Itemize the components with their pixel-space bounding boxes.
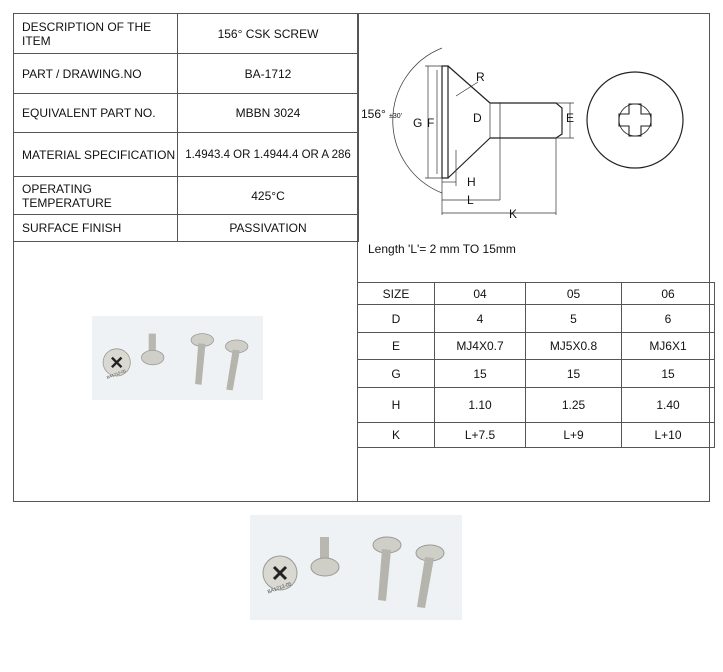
product-photo-small: [92, 316, 263, 400]
size-cell: 1.10: [435, 388, 526, 423]
spec-row-temperature: [14, 177, 359, 215]
screw-photo-long-1-icon: [191, 334, 213, 385]
screw-side-view: [442, 66, 562, 178]
size-row-g: [358, 360, 715, 388]
label-l: L: [467, 193, 474, 207]
screw-photo-short-icon: [142, 334, 164, 365]
spec-value: PASSIVATION: [178, 215, 359, 242]
spec-value: MBBN 3024: [178, 94, 359, 133]
label-k: K: [509, 207, 518, 221]
size-cell: L+9: [526, 423, 622, 448]
size-cell: H: [358, 388, 435, 423]
technical-drawing: [358, 14, 708, 239]
spec-label: MATERIAL SPECIFICATION: [14, 133, 178, 177]
spec-value: 425°C: [178, 177, 359, 215]
label-f: F: [427, 116, 435, 130]
size-row-h: [358, 388, 715, 423]
screw-head-top-view: [587, 72, 683, 168]
size-cell: 15: [622, 360, 715, 388]
label-e: E: [566, 111, 575, 125]
size-header-cell: SIZE: [358, 283, 435, 305]
label-h: H: [467, 175, 476, 189]
spec-row-surface: [14, 215, 359, 242]
size-cell: L+7.5: [435, 423, 526, 448]
spec-value: BA-1712: [178, 54, 359, 94]
angle-tolerance: ±30': [389, 113, 402, 120]
photo-marking: BA1712-05: [266, 581, 293, 596]
spec-row-description: [14, 14, 359, 54]
spec-value: 156° CSK SCREW: [178, 14, 359, 54]
size-header-cell: 04: [435, 283, 526, 305]
size-cell: 15: [435, 360, 526, 388]
size-cell: MJ5X0.8: [526, 333, 622, 360]
size-cell: 1.40: [622, 388, 715, 423]
size-table: [357, 282, 715, 448]
size-header-cell: 06: [622, 283, 715, 305]
length-note: Length 'L'= 2 mm TO 15mm: [368, 242, 516, 256]
size-cell: D: [358, 305, 435, 333]
screw-photo-head-icon: [103, 349, 130, 380]
screw-photo-head-icon: [263, 556, 297, 595]
size-cell: 4: [435, 305, 526, 333]
spec-row-equivalent: [14, 94, 359, 133]
screw-photo-long-1-icon: [373, 537, 401, 601]
spec-label: SURFACE FINISH: [14, 215, 178, 242]
size-cell: 6: [622, 305, 715, 333]
size-cell: L+10: [622, 423, 715, 448]
label-g: G: [413, 116, 423, 130]
spec-table: [13, 13, 359, 242]
screw-photo-long-2-icon: [416, 545, 444, 608]
spec-label: OPERATING TEMPERATURE: [14, 177, 178, 215]
spec-row-material: [14, 133, 359, 177]
photo-marking: BA1712-05: [105, 368, 127, 380]
screw-photo-short-icon: [311, 537, 339, 576]
spec-value: 1.4943.4 OR 1.4944.4 OR A 286: [178, 133, 359, 177]
size-header-cell: 05: [526, 283, 622, 305]
size-cell: 1.25: [526, 388, 622, 423]
screw-photo-long-2-icon: [226, 340, 248, 390]
size-row-e: [358, 333, 715, 360]
label-d: D: [473, 111, 482, 125]
size-cell: MJ4X0.7: [435, 333, 526, 360]
size-cell: 15: [526, 360, 622, 388]
size-row-d: [358, 305, 715, 333]
spec-label: PART / DRAWING.NO: [14, 54, 178, 94]
size-cell: G: [358, 360, 435, 388]
size-cell: E: [358, 333, 435, 360]
size-row-k: [358, 423, 715, 448]
size-cell: 5: [526, 305, 622, 333]
product-photo-large: [250, 515, 462, 620]
angle-label: 156°: [361, 107, 386, 121]
size-cell: K: [358, 423, 435, 448]
label-r: R: [476, 70, 485, 84]
size-table-header: [358, 283, 715, 305]
size-cell: MJ6X1: [622, 333, 715, 360]
spec-label: EQUIVALENT PART NO.: [14, 94, 178, 133]
spec-row-part-number: [14, 54, 359, 94]
spec-label: DESCRIPTION OF THE ITEM: [14, 14, 178, 54]
